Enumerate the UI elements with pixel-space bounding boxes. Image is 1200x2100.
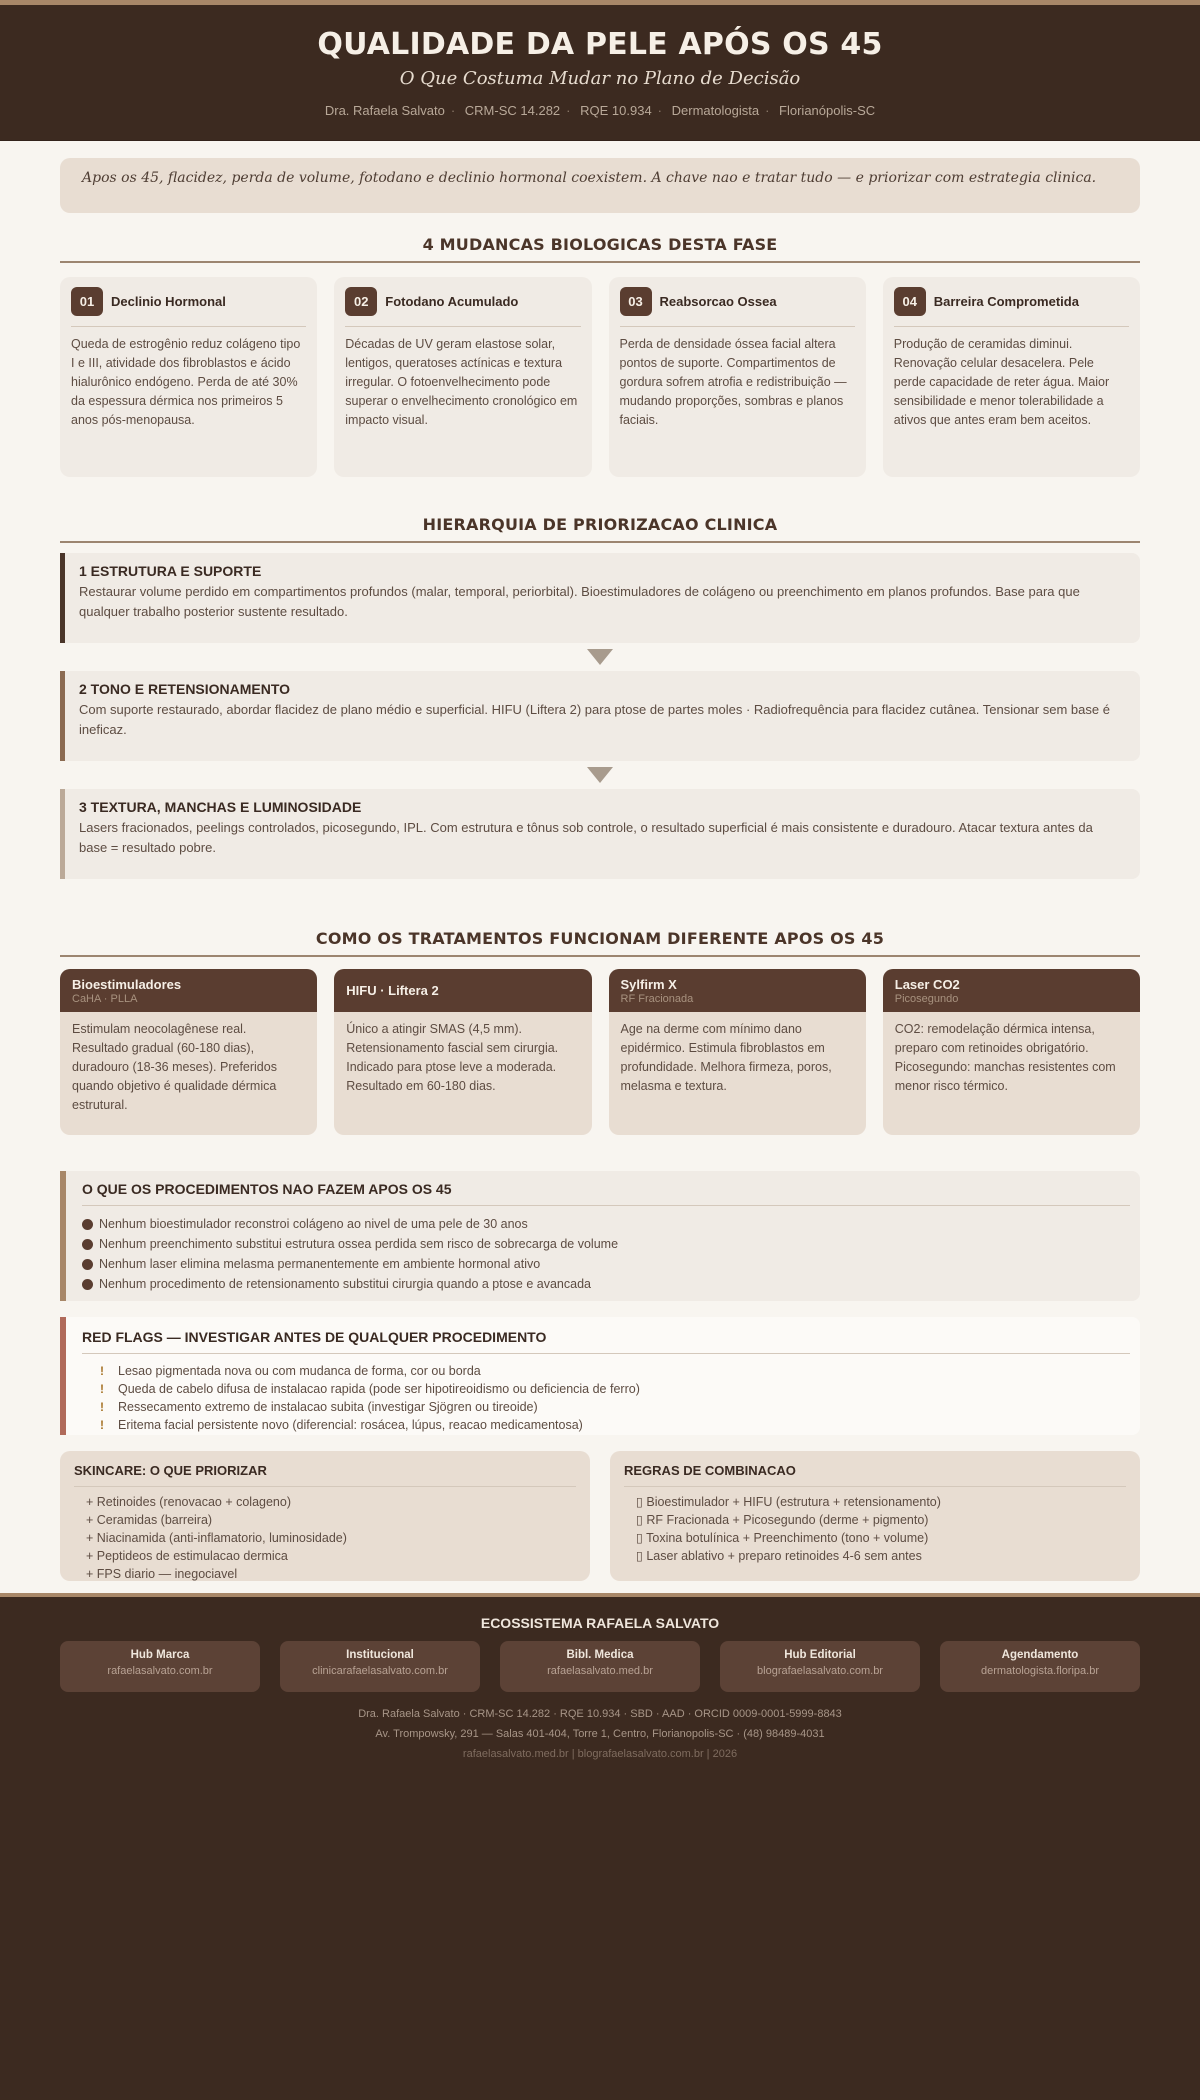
treatment-header — [334, 969, 591, 1012]
exclamation-icon: ! — [100, 1382, 104, 1396]
treatment-card — [883, 969, 1140, 1135]
footer-credentials: Dra. Rafaela Salvato · CRM-SC 14.282 · RQE 10.934 · SBD · AAD · ORCID 0009-0001-5999-8843 — [358, 1708, 842, 1720]
limitations-box — [60, 1171, 1140, 1301]
link-name: Institucional — [346, 1649, 414, 1661]
link-name: Bibl. Medica — [566, 1649, 634, 1661]
priority-tier-2 — [60, 671, 1140, 761]
combination-rules-list — [624, 1493, 1126, 1565]
treatment-header — [609, 969, 866, 1012]
number-badge: 01 — [71, 287, 103, 316]
change-title: Declinio Hormonal — [111, 294, 226, 309]
ecosystem-link-institucional[interactable] — [280, 1641, 480, 1692]
treatment-subtitle: CaHA · PLLA — [72, 992, 138, 1005]
link-url: dermatologista.floripa.br — [980, 1665, 1099, 1677]
intro-callout: Apos os 45, flacidez, perda de volume, fotodano e declinio hormonal coexistem. A chave nao e tratar tudo — e priorizar com estrategia clinica. — [60, 158, 1140, 213]
change-card-header — [620, 287, 855, 327]
section-title-biological-changes: 4 MUDANCAS BIOLOGICAS DESTA FASE — [60, 235, 1140, 263]
change-card-header — [345, 287, 580, 327]
red-flags-box — [60, 1317, 1140, 1435]
number-badge: 03 — [620, 287, 652, 316]
red-flags-title: RED FLAGS — INVESTIGAR ANTES DE QUALQUER PROCEDIMENTO — [82, 1329, 1130, 1354]
bullet-icon — [82, 1279, 93, 1290]
treatment-header — [883, 969, 1140, 1012]
treatment-text: Único a atingir SMAS (4,5 mm). Retensionamento fascial sem cirurgia. Indicado para ptose leve a moderada. Resultado em 60-180 dias. — [346, 1022, 559, 1093]
treatments-grid — [60, 969, 1140, 1135]
list-item: + FPS diario — inegociavel — [86, 1567, 238, 1581]
treatment-text: Age na derme com mínimo dano epidérmico. Estimula fibroblastos em profundidade. Melhora firmeza, poros, melasma e textura. — [620, 1022, 832, 1093]
ecosystem-links — [60, 1641, 1140, 1692]
list-item-text: Nenhum bioestimulador reconstroi colágeno ao nivel de uma pele de 30 anos — [99, 1217, 528, 1231]
down-arrow-icon — [587, 767, 613, 783]
change-text: Produção de ceramidas diminui. Renovação celular desacelera. Pele perde capacidade de reter água. Maior sensibilidade e menor tolerabilidade a ativos que antes eram bem aceitos. — [893, 337, 1110, 427]
section-title-hierarchy: HIERARQUIA DE PRIORIZACAO CLINICA — [60, 515, 1140, 543]
two-column-boxes — [60, 1451, 1140, 1581]
section-title-treatments: COMO OS TRATAMENTOS FUNCIONAM DIFERENTE APOS OS 45 — [60, 929, 1140, 957]
list-item — [82, 1254, 1130, 1274]
treatment-card — [60, 969, 317, 1135]
list-item: ▯ Toxina botulínica + Preenchimento (tono + volume) — [636, 1531, 929, 1545]
biological-changes-grid — [60, 277, 1140, 477]
change-card — [883, 277, 1140, 477]
treatment-header — [60, 969, 317, 1012]
page-title: QUALIDADE DA PELE APÓS OS 45 — [317, 27, 883, 62]
footer — [0, 1593, 1200, 1764]
skincare-box — [60, 1451, 590, 1581]
treatment-name: HIFU · Liftera 2 — [346, 983, 439, 998]
change-card-header — [71, 287, 306, 327]
footer-address: Av. Trompowsky, 291 — Salas 401-404, Torre 1, Centro, Florianopolis-SC · (48) 98489-4031 — [375, 1728, 825, 1740]
author-meta — [0, 103, 1200, 118]
rqe-number: RQE 10.934 — [580, 103, 652, 118]
treatment-card — [334, 969, 591, 1135]
separator: · — [566, 103, 571, 118]
link-name: Hub Marca — [130, 1649, 190, 1661]
change-text: Décadas de UV geram elastose solar, lentigos, queratoses actínicas e textura irregular. O fotoenvelhecimento pode superar o envelhecimento cronológico em impacto visual. — [345, 337, 578, 427]
arrow-container — [60, 761, 1140, 789]
main-content — [0, 141, 1200, 1593]
list-item — [82, 1362, 1130, 1380]
bullet-icon — [82, 1259, 93, 1270]
list-item: + Niacinamida (anti-inflamatorio, luminosidade) — [86, 1531, 347, 1545]
priority-tier-1 — [60, 553, 1140, 643]
separator: · — [657, 103, 663, 118]
down-arrow-icon — [587, 649, 613, 665]
treatment-text: CO2: remodelação dérmica intensa, preparo com retinoides obrigatório. Picosegundo: manchas resistentes com menor risco térmico. — [894, 1022, 1116, 1093]
link-name: Hub Editorial — [784, 1649, 856, 1661]
change-card-header — [894, 287, 1129, 327]
list-item — [82, 1398, 1130, 1416]
list-item-text: Ressecamento extremo de instalacao subita (investigar Sjögren ou tireoide) — [118, 1400, 538, 1414]
change-text: Queda de estrogênio reduz colágeno tipo I e III, atividade dos fibroblastos e ácido hialurônico endógeno. Perda de até 30% da espessura dérmica nos primeiros 5 anos pós-menopausa. — [71, 337, 301, 427]
arrow-container — [60, 643, 1140, 671]
treatment-subtitle: Picosegundo — [894, 992, 959, 1005]
treatment-name: Sylfirm X — [620, 976, 677, 992]
crm-number: CRM-SC 14.282 — [464, 103, 561, 118]
separator: · — [765, 103, 770, 118]
exclamation-icon: ! — [100, 1418, 104, 1432]
tier-text: Restaurar volume perdido em compartimentos profundos (malar, temporal, periorbital). Bioestimuladores de colágeno ou preenchimento em planos profundos. Base para que qualquer trabalho posterior sustente resultado. — [79, 584, 1080, 619]
treatment-subtitle: RF Fracionada — [620, 992, 694, 1005]
number-badge: 02 — [345, 287, 377, 316]
link-name: Agendamento — [1001, 1649, 1079, 1661]
list-item: ▯ Bioestimulador + HIFU (estrutura + retensionamento) — [636, 1495, 941, 1509]
tier-text: Com suporte restaurado, abordar flacidez de plano médio e superficial. HIFU (Liftera 2) para ptose de partes moles · Radiofrequência para flacidez cutânea. Tensionar sem base é ineficaz. — [79, 702, 1110, 737]
skincare-list — [74, 1493, 576, 1583]
link-url: blografaelasalvato.com.br — [757, 1665, 883, 1677]
separator: · — [450, 103, 456, 118]
ecosystem-link-hub-marca[interactable] — [60, 1641, 260, 1692]
ecosystem-link-bibl-medica[interactable] — [500, 1641, 700, 1692]
change-text: Perda de densidade óssea facial altera pontos de suporte. Compartimentos de gordura sofrem atrofia e redistribuição — mudando proporções, sombras e planos faciais. — [619, 337, 847, 427]
location: Florianópolis-SC — [779, 103, 876, 118]
treatment-name: Laser CO2 — [894, 976, 960, 992]
list-item — [82, 1274, 1130, 1294]
tier-title: 3 TEXTURA, MANCHAS E LUMINOSIDADE — [79, 799, 362, 815]
ecosystem-link-agendamento[interactable] — [940, 1641, 1140, 1692]
bullet-icon — [82, 1239, 93, 1250]
treatment-text: Estimulam neocolagênese real. Resultado gradual (60-180 dias), duradouro (18-36 meses). Preferidos quando objetivo é qualidade dérmica estrutural. — [72, 1022, 277, 1112]
list-item-text: Eritema facial persistente novo (diferencial: rosácea, lúpus, reacao medicamentosa) — [118, 1418, 583, 1432]
limitations-title: O QUE OS PROCEDIMENTOS NAO FAZEM APOS OS 45 — [82, 1181, 1130, 1206]
list-item — [82, 1214, 1130, 1234]
link-url: clinicarafaelasalvato.com.br — [312, 1665, 448, 1677]
list-item — [82, 1234, 1130, 1254]
change-card — [334, 277, 591, 477]
page-subtitle: O Que Costuma Mudar no Plano de Decisão — [399, 68, 801, 89]
tier-title: 1 ESTRUTURA E SUPORTE — [79, 563, 262, 579]
list-item: ▯ Laser ablativo + preparo retinoides 4-6 sem antes — [636, 1549, 922, 1563]
bullet-icon — [82, 1219, 93, 1230]
list-item-text: Nenhum laser elimina melasma permanentemente em ambiente hormonal ativo — [99, 1257, 541, 1271]
treatment-name: Bioestimuladores — [72, 976, 182, 992]
number-badge: 04 — [894, 287, 926, 316]
author-name: Dra. Rafaela Salvato — [324, 103, 445, 118]
list-item: + Peptideos de estimulacao dermica — [86, 1549, 288, 1563]
exclamation-icon: ! — [100, 1400, 104, 1414]
change-title: Reabsorcao Ossea — [659, 294, 777, 309]
footer-sites: rafaelasalvato.med.br | blografaelasalvato.com.br | 2026 — [462, 1748, 738, 1760]
list-item — [82, 1416, 1130, 1434]
list-item-text: Nenhum procedimento de retensionamento substitui cirurgia quando a ptose e avancada — [99, 1277, 591, 1291]
tier-text: Lasers fracionados, peelings controlados, picosegundo, IPL. Com estrutura e tônus sob controle, o resultado superficial é mais consistente e duradouro. Atacar textura antes da base = resultado pobre. — [79, 820, 1093, 855]
change-title: Fotodano Acumulado — [385, 294, 519, 309]
list-item: ▯ RF Fracionada + Picosegundo (derme + pigmento) — [636, 1513, 929, 1527]
list-item: + Ceramidas (barreira) — [86, 1513, 213, 1527]
skincare-title: SKINCARE: O QUE PRIORIZAR — [74, 1463, 576, 1487]
link-url: rafaelasalvato.med.br — [547, 1665, 653, 1677]
tier-title: 2 TONO E RETENSIONAMENTO — [79, 681, 291, 697]
exclamation-icon: ! — [100, 1364, 104, 1378]
list-item-text: Lesao pigmentada nova ou com mudanca de forma, cor ou borda — [118, 1364, 481, 1378]
specialty: Dermatologista — [671, 103, 760, 118]
change-card — [609, 277, 866, 477]
link-url: rafaelasalvato.com.br — [107, 1665, 213, 1677]
treatment-card — [609, 969, 866, 1135]
change-card — [60, 277, 317, 477]
list-item-text: Nenhum preenchimento substitui estrutura ossea perdida sem risco de sobrecarga de volume — [99, 1237, 619, 1251]
footer-title: ECOSSISTEMA RAFAELA SALVATO — [480, 1615, 720, 1631]
list-item — [82, 1380, 1130, 1398]
ecosystem-link-hub-editorial[interactable] — [720, 1641, 920, 1692]
list-item: + Retinoides (renovacao + colageno) — [86, 1495, 291, 1509]
red-flags-list — [82, 1362, 1130, 1434]
limitations-list — [82, 1214, 1130, 1294]
change-title: Barreira Comprometida — [933, 294, 1079, 309]
combination-rules-box — [610, 1451, 1140, 1581]
header — [0, 5, 1200, 141]
priority-tier-3 — [60, 789, 1140, 879]
list-item-text: Queda de cabelo difusa de instalacao rapida (pode ser hipotireoidismo ou deficiencia de ferro) — [118, 1382, 640, 1396]
combination-rules-title: REGRAS DE COMBINACAO — [624, 1463, 1126, 1487]
